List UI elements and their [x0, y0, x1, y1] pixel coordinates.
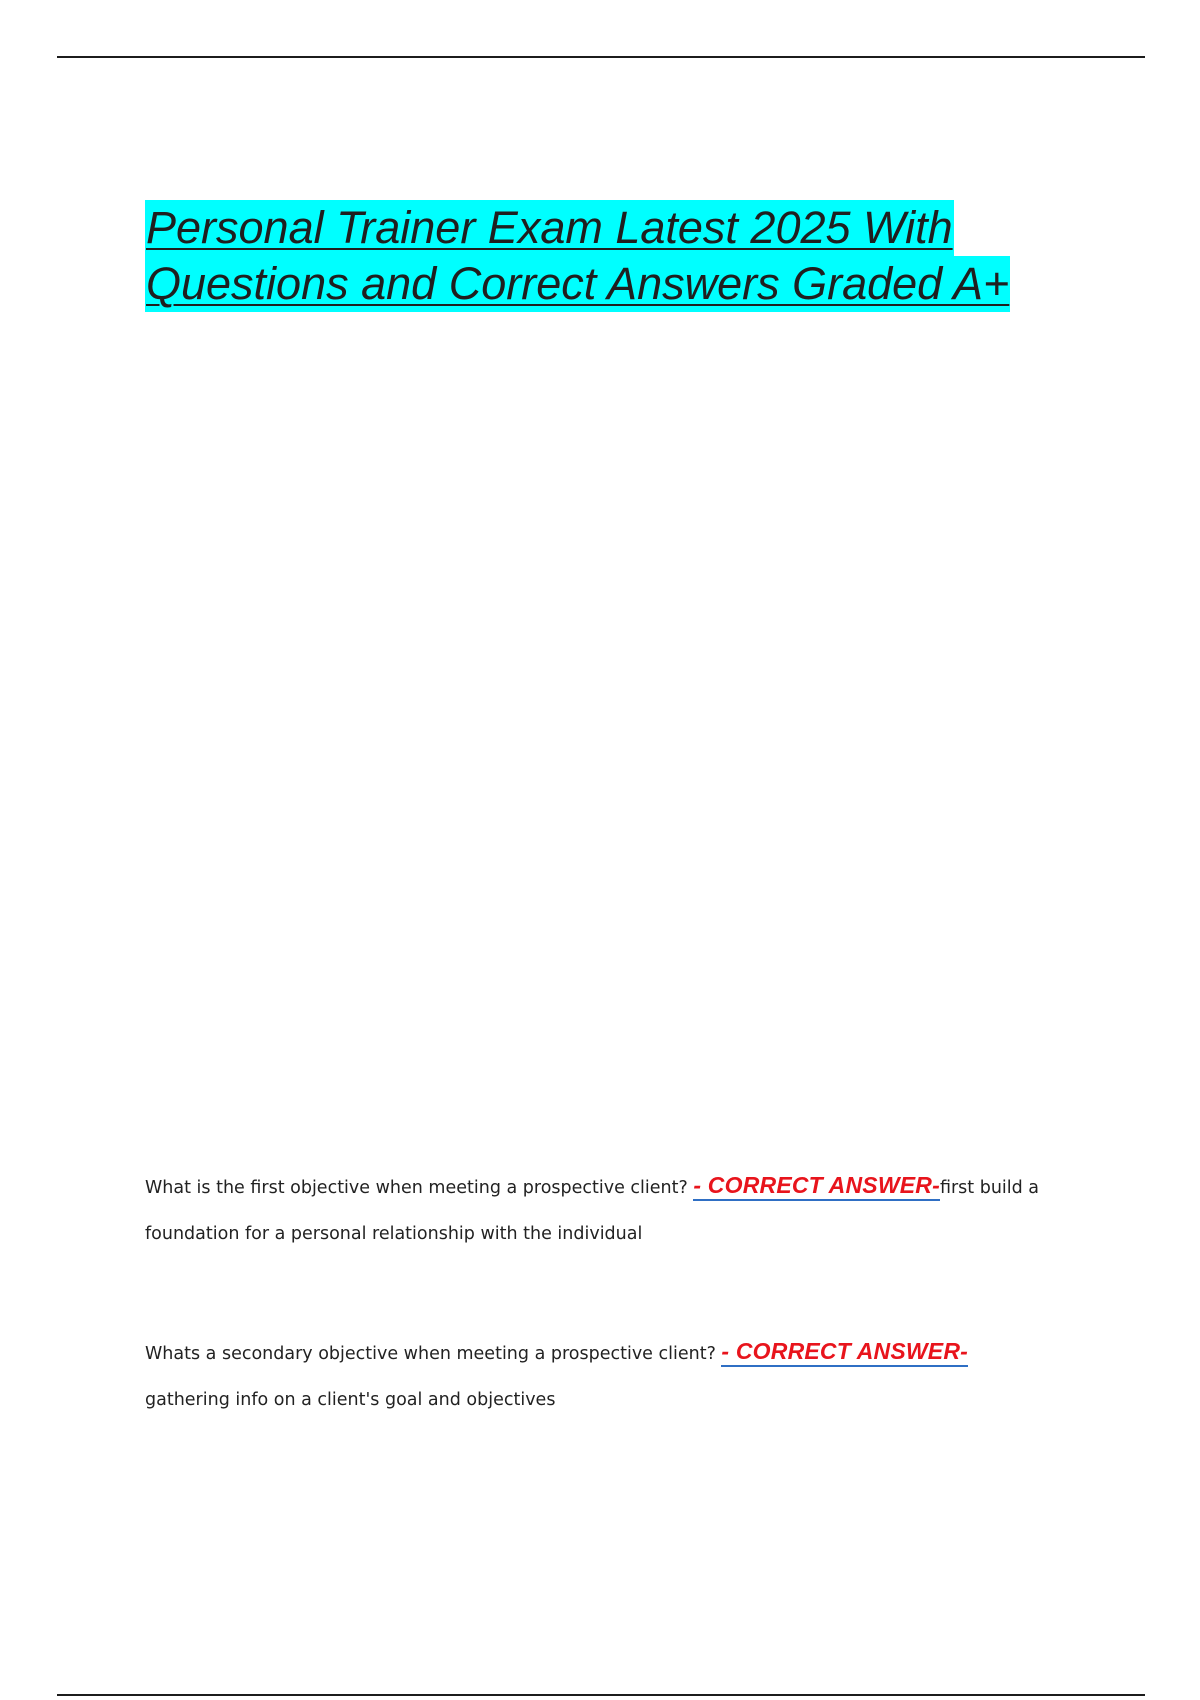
- answer-text: first build a foundation for a personal relationship with the individual: [145, 1178, 1040, 1244]
- title-line-2: Questions and Correct Answers Graded A+: [145, 256, 1010, 312]
- answer-text: gathering info on a client's goal and objectives: [145, 1390, 556, 1410]
- question-text: Whats a secondary objective when meeting a prospective client?: [145, 1344, 722, 1364]
- header-rule: [57, 56, 1145, 58]
- correct-answer-label: - CORRECT ANSWER-: [721, 1338, 968, 1367]
- title-line-1: Personal Trainer Exam Latest 2025 With: [145, 200, 954, 256]
- document-title: [145, 200, 1145, 312]
- qa-item-2: [145, 1328, 1105, 1423]
- qa-item-1: [145, 1162, 1105, 1257]
- correct-answer-label: - CORRECT ANSWER-: [693, 1172, 940, 1201]
- footer-rule: [57, 1694, 1145, 1696]
- question-text: What is the first objective when meeting a prospective client?: [145, 1178, 694, 1198]
